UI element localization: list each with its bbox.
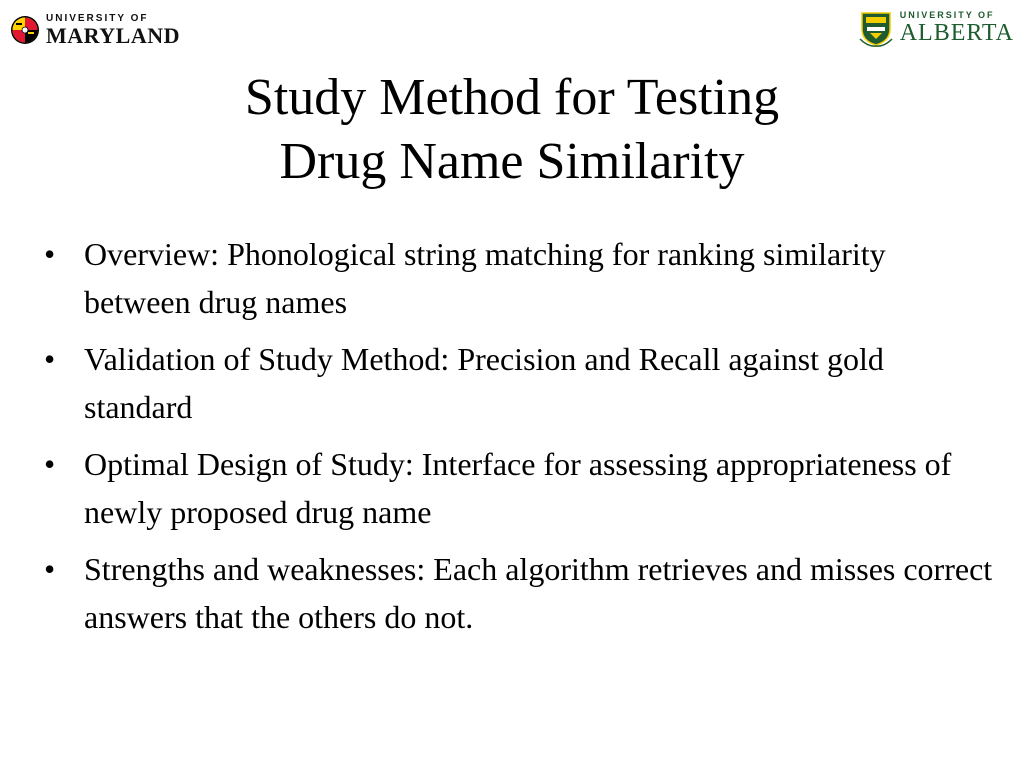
bullet-icon: •: [44, 551, 56, 587]
ualberta-crest-icon: [858, 9, 894, 47]
bullet-text: Optimal Design of Study: Interface for assessing appropriateness of newly proposed drug name: [84, 446, 952, 530]
ualberta-logo: [839, 8, 1014, 48]
bullet-icon: •: [44, 236, 56, 272]
bullet-icon: •: [44, 341, 56, 377]
umd-logo-line2: MARYLAND: [46, 22, 180, 48]
umd-logo-line1: UNIVERSITY OF: [46, 12, 149, 24]
bullet-icon: •: [44, 446, 56, 482]
slide-title-line2: Drug Name Similarity: [279, 133, 745, 190]
bullet-list: [44, 230, 994, 650]
bullet-item: [44, 440, 994, 536]
bullet-text: Validation of Study Method: Precision and Recall against gold standard: [84, 341, 884, 425]
umd-logo: [10, 12, 190, 48]
bullet-item: [44, 335, 994, 431]
slide-title-line1: Study Method for Testing: [244, 69, 780, 126]
bullet-item: [44, 230, 994, 326]
slide-title: [0, 66, 1024, 194]
bullet-item: [44, 545, 994, 641]
bullet-text: Overview: Phonological string matching for ranking similarity between drug names: [84, 236, 886, 320]
ualberta-logo-line2: ALBERTA: [899, 20, 1014, 46]
ualberta-logo-line1: UNIVERSITY OF: [899, 10, 995, 20]
umd-seal-icon: [10, 15, 40, 45]
bullet-text: Strengths and weaknesses: Each algorithm retrieves and misses correct answers that the others do not.: [84, 551, 993, 635]
